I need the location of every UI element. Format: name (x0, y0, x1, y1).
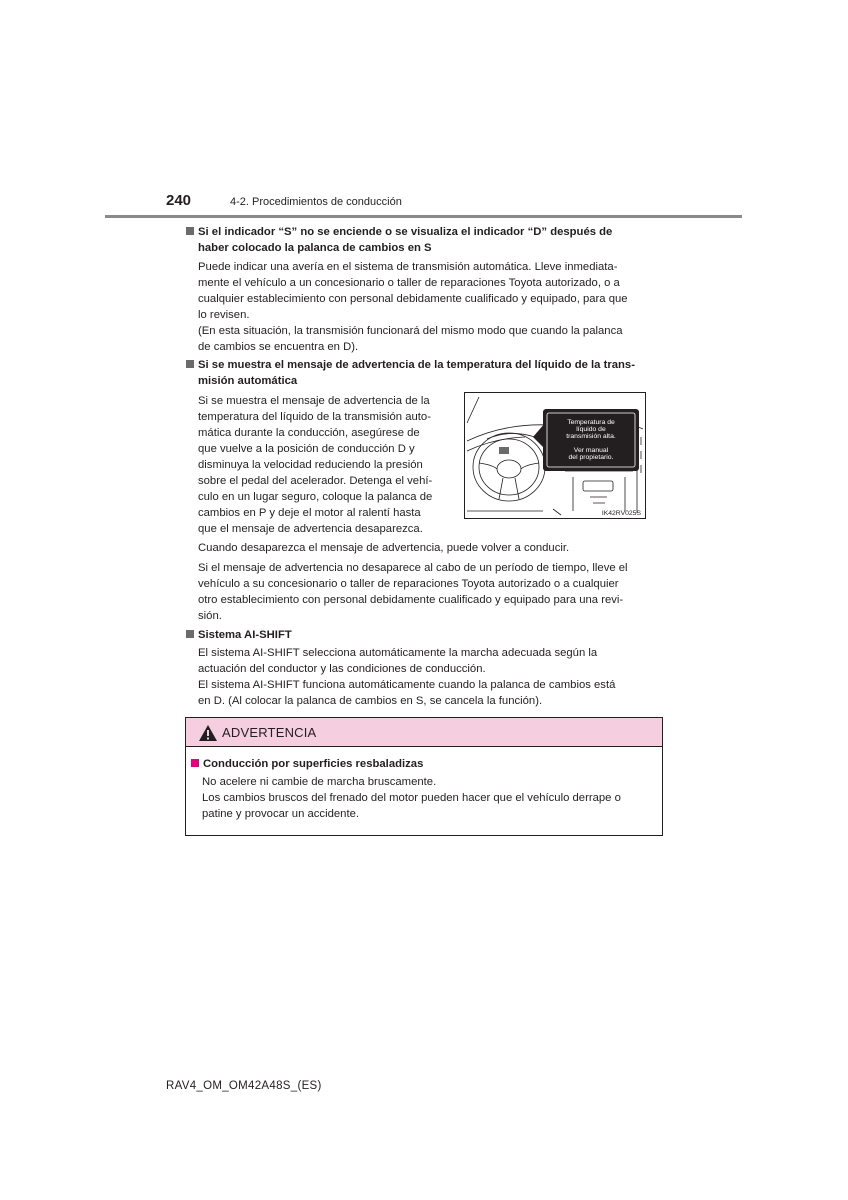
body-line: patine y provocar un accidente. (202, 808, 359, 820)
body-line: vehículo a su concesionario o taller de reparaciones Toyota autorizado o a cualquier (198, 578, 619, 590)
section2-side-text (198, 393, 448, 537)
section-title: 4-2. Procedimientos de conducción (230, 196, 402, 208)
section3-heading-text: Sistema AI-SHIFT (198, 629, 292, 641)
dashboard-drawing (465, 393, 645, 518)
display-line: del propietario. (568, 454, 614, 461)
body-line: en D. (Al colocar la palanca de cambios en S, se cancela la función). (198, 695, 543, 707)
body-line: de cambios se encuentra en D). (198, 341, 359, 353)
section3-heading (186, 627, 292, 643)
body-line: El sistema AI-SHIFT funciona automáticamente cuando la palanca de cambios está (198, 679, 616, 691)
section1-heading-line2: haber colocado la palanca de cambios en S (198, 242, 432, 254)
body-line: disminuya la velocidad reduciendo la presión (198, 459, 423, 471)
warning-header (186, 718, 662, 747)
square-bullet-icon (186, 630, 194, 638)
warning-subheading (191, 756, 423, 772)
section2-heading-line2: misión automática (198, 375, 298, 387)
warning-triangle-icon (198, 724, 218, 742)
pink-square-bullet-icon (191, 759, 199, 767)
square-bullet-icon (186, 227, 194, 235)
warning-title: ADVERTENCIA (222, 725, 317, 740)
body-line: culo en un lugar seguro, coloque la palanca de (198, 491, 433, 503)
section3-body (198, 645, 662, 709)
section1-heading (186, 224, 662, 256)
body-line: Si se muestra el mensaje de advertencia de la (198, 395, 430, 407)
section2-after-line: Cuando desaparezca el mensaje de advertencia, puede volver a conducir. (198, 542, 570, 554)
display-line: Ver manual (573, 447, 609, 454)
square-bullet-icon (186, 360, 194, 368)
body-line: (En esta situación, la transmisión funcionará del mismo modo que cuando la palanca (198, 325, 623, 337)
body-line: que el mensaje de advertencia desaparezca. (198, 523, 423, 535)
body-line: Los cambios bruscos del frenado del motor pueden hacer que el vehículo derrape o (202, 792, 621, 804)
display-line: transmisión alta. (566, 433, 616, 440)
body-line: sión. (198, 610, 222, 622)
header-rule (105, 215, 742, 218)
page-number: 240 (166, 192, 192, 209)
display-line: líquido de (576, 426, 606, 433)
section2-body2 (198, 560, 662, 624)
warning-subheading-text: Conducción por superficies resbaladizas (203, 758, 424, 770)
body-line: mente el vehículo a un concesionario o taller de reparaciones Toyota autorizado, o a (198, 277, 620, 289)
body-line: otro establecimiento con personal debidamente cualificado y equipado para una revi- (198, 594, 624, 606)
dashboard-illustration (464, 392, 646, 519)
body-line: El sistema AI-SHIFT selecciona automáticamente la marcha adecuada según la (198, 647, 598, 659)
body-line: No acelere ni cambie de marcha bruscamente. (202, 776, 437, 788)
body-line: lo revisen. (198, 309, 250, 321)
warning-box (185, 717, 663, 836)
body-line: mática durante la conducción, asegúrese de (198, 427, 420, 439)
body-line: Si el mensaje de advertencia no desaparece al cabo de un período de tiempo, lleve el (198, 562, 628, 574)
body-line: Puede indicar una avería en el sistema de transmisión automática. Lleve inmediata- (198, 261, 618, 273)
figure-code: IK42RV025S (601, 510, 641, 517)
warning-body (202, 774, 654, 822)
section2-heading (186, 357, 662, 389)
body-line: cambios en P y deje el motor al ralentí hasta (198, 507, 421, 519)
body-line: sobre el pedal del acelerador. Detenga el vehí- (198, 475, 433, 487)
section1-heading-line1: Si el indicador “S” no se enciende o se visualiza el indicador “D” después de (198, 226, 613, 238)
display-line: Temperatura de (567, 419, 615, 426)
section1-body (198, 259, 662, 355)
body-line: actuación del conductor y las condiciones de conducción. (198, 663, 486, 675)
body-line: que vuelve a la posición de conducción D y (198, 443, 415, 455)
body-line: temperatura del líquido de la transmisión auto- (198, 411, 431, 423)
body-line: cualquier establecimiento con personal debidamente cualificado y equipado, para que (198, 293, 628, 305)
footer-code: RAV4_OM_OM42A48S_(ES) (166, 1080, 322, 1092)
section2-heading-line1: Si se muestra el mensaje de advertencia de la temperatura del líquido de la trans- (198, 359, 635, 371)
